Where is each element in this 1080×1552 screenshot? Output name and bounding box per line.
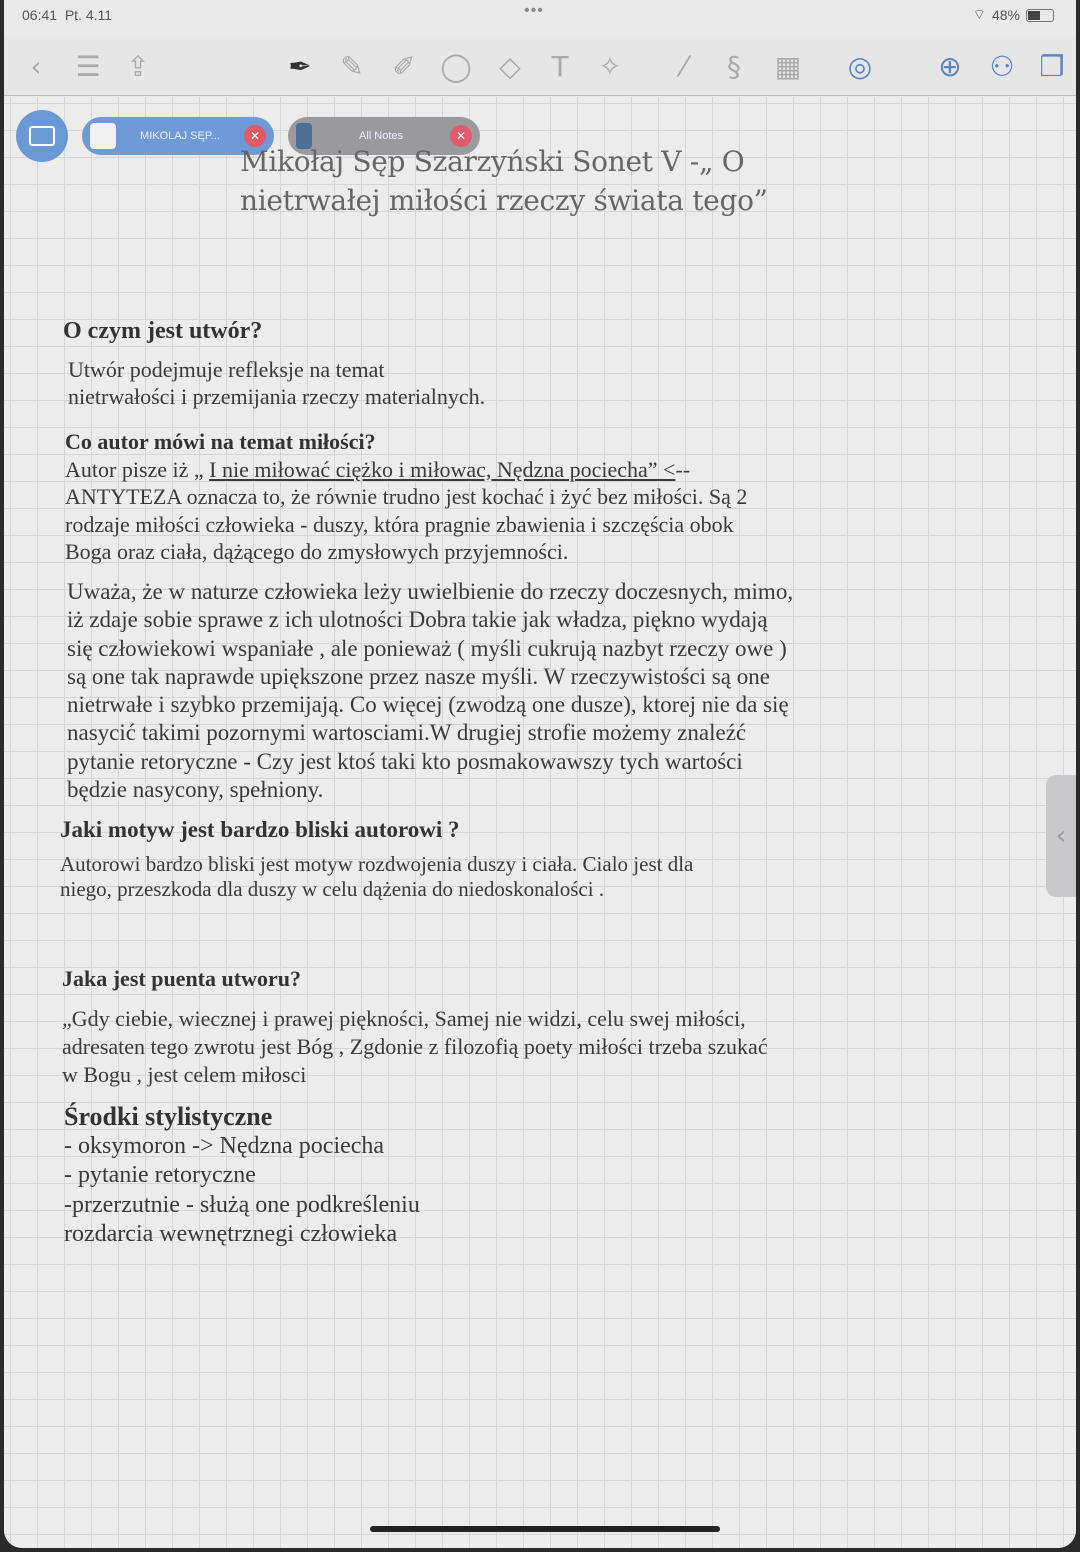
text-line: nietrwałe i szybko przemijają. Co więcej (zwodzą one dusze), ktorej nie da się xyxy=(67,692,789,718)
sidebar-handle[interactable]: ‹ xyxy=(1046,775,1076,897)
heading: Jaki motyw jest bardzo bliski autorowi ? xyxy=(60,817,460,842)
text-line: adresaten tego zwrotu jest Bóg , Zgdonie z filozofią poety miłości trzeba szukać xyxy=(62,1034,768,1059)
text-line: - pytanie retoryczne xyxy=(64,1162,256,1188)
page-title: Mikołaj Sęp Szarzyński Sonet V -„ O nietrwałej miłości rzeczy świata tego” xyxy=(240,145,768,217)
ipad-screen xyxy=(4,0,1076,1548)
tab-mikolaj[interactable]: MIKOLAJ SĘP... ✕ xyxy=(82,117,274,155)
pages-icon[interactable]: ❐ xyxy=(1039,49,1065,83)
close-icon[interactable]: ✕ xyxy=(450,125,472,147)
text-line: Uważa, że w naturze człowieka leży uwielbienie do rzeczy doczesnych, mimo, xyxy=(67,579,794,604)
list-icon[interactable]: ☰ xyxy=(75,49,101,83)
wifi-icon: ⌔ xyxy=(972,7,986,23)
status-bar xyxy=(4,0,1076,32)
section-5 xyxy=(62,965,768,1089)
folder-icon[interactable] xyxy=(16,110,68,162)
heading: O czym jest utwór? xyxy=(63,318,263,344)
text-line: się człowiekowi wspaniałe , ale ponieważ ( myśli cukrują nazbyt rzeczy owe ) xyxy=(67,635,787,661)
ruler-icon[interactable]: ⁄ xyxy=(681,49,687,83)
battery-percent: 48% xyxy=(991,7,1020,23)
shapes-icon[interactable]: § xyxy=(727,49,741,83)
quote: I nie miłować ciężko i miłowac, Nędzna pociecha” < xyxy=(209,456,676,482)
text-line: pytanie retoryczne - Czy jest ktoś taki kto posmakowawszy tych wartości xyxy=(67,748,743,774)
section-6 xyxy=(64,1102,420,1250)
heading: Co autor mówi na temat miłości? xyxy=(65,429,376,454)
battery-icon xyxy=(1026,9,1054,22)
text-line: są one tak naprawde upiększone przez nasze myśli. W rzeczywistości są one xyxy=(67,663,770,689)
notebook-icon xyxy=(90,123,116,149)
lasso-icon[interactable]: ◯ xyxy=(440,49,472,83)
toolbar xyxy=(4,36,1076,96)
text-line: w Bogu , jest celem miłosci xyxy=(62,1062,307,1087)
add-page-icon[interactable]: ⊕ xyxy=(938,49,962,83)
text-icon[interactable]: T xyxy=(551,49,569,83)
text-line: rozdarcia wewnętrznegi człowieka xyxy=(64,1221,398,1247)
text-line: będzie nasycony, spełniony. xyxy=(67,777,324,803)
pencil-icon[interactable]: ✎ xyxy=(340,49,364,83)
text-line: Autorowi bardzo bliski jest motyw rozdwojenia duszy i ciała. Cialo jest dla xyxy=(60,852,694,876)
text-line: niego, przeszkoda dla duszy w celu dążenia do niedoskonalości . xyxy=(60,877,605,901)
collaborate-icon[interactable]: ⚇ xyxy=(989,49,1015,83)
tab-all-notes[interactable]: All Notes ✕ xyxy=(288,117,480,155)
highlighter-icon[interactable]: ✐ xyxy=(392,49,416,83)
text-line: nasycić takimi pozornymi wartosciami.W drugiej strofie możemy znaleźć xyxy=(67,720,747,746)
text-line: - oksymoron -> Nędzna pociecha xyxy=(64,1132,385,1159)
section-1: O czym jest utwór? Utwór podejmuje refleksje na temat nietrwałości i przemijania rzeczy materialnych. xyxy=(63,318,486,409)
pen-icon[interactable]: ✒ xyxy=(288,49,312,83)
multitasking-dots[interactable]: ••• xyxy=(524,2,544,19)
heading: Środki stylistyczne xyxy=(64,1102,273,1131)
close-icon[interactable]: ✕ xyxy=(244,125,266,147)
back-icon[interactable]: ‹ xyxy=(30,49,42,83)
heading: Jaka jest puenta utworu? xyxy=(62,966,301,991)
elements-icon[interactable]: ✧ xyxy=(598,49,622,83)
status-time: 06:41 Pt. 4.11 xyxy=(22,7,113,23)
section-2: Co autor mówi na temat miłości? Autor pisze iż „ I nie miłować ciężko i miłowac, Nędzna pociecha” <-- ANTYTEZA oznacza to, że równie trudno jest kochać i żyć bez miłości. Są 2 rodzaje miłości człowieka - duszy, która pragnie zbawienia i szczęścia obok Boga oraz ciała, dążącego do zmysłowych przyjemności. xyxy=(65,429,748,564)
eraser-icon[interactable]: ◇ xyxy=(499,49,521,83)
image-icon[interactable]: ▦ xyxy=(774,49,802,83)
home-indicator xyxy=(370,1526,720,1532)
microphone-icon[interactable]: ◎ xyxy=(847,49,873,83)
section-4 xyxy=(60,817,693,902)
text-line: -przerzutnie - służą one podkreśleniu xyxy=(64,1191,420,1218)
text-line: iż zdaje sobie sprawe z ich ulotności Dobra takie jak władza, piękno wydają xyxy=(67,607,768,633)
share-icon[interactable]: ⇪ xyxy=(126,49,150,83)
text-line: „Gdy ciebie, wiecznej i prawej piękności, Samej nie widzi, celu swej miłości, xyxy=(62,1006,746,1031)
section-3 xyxy=(67,578,793,804)
